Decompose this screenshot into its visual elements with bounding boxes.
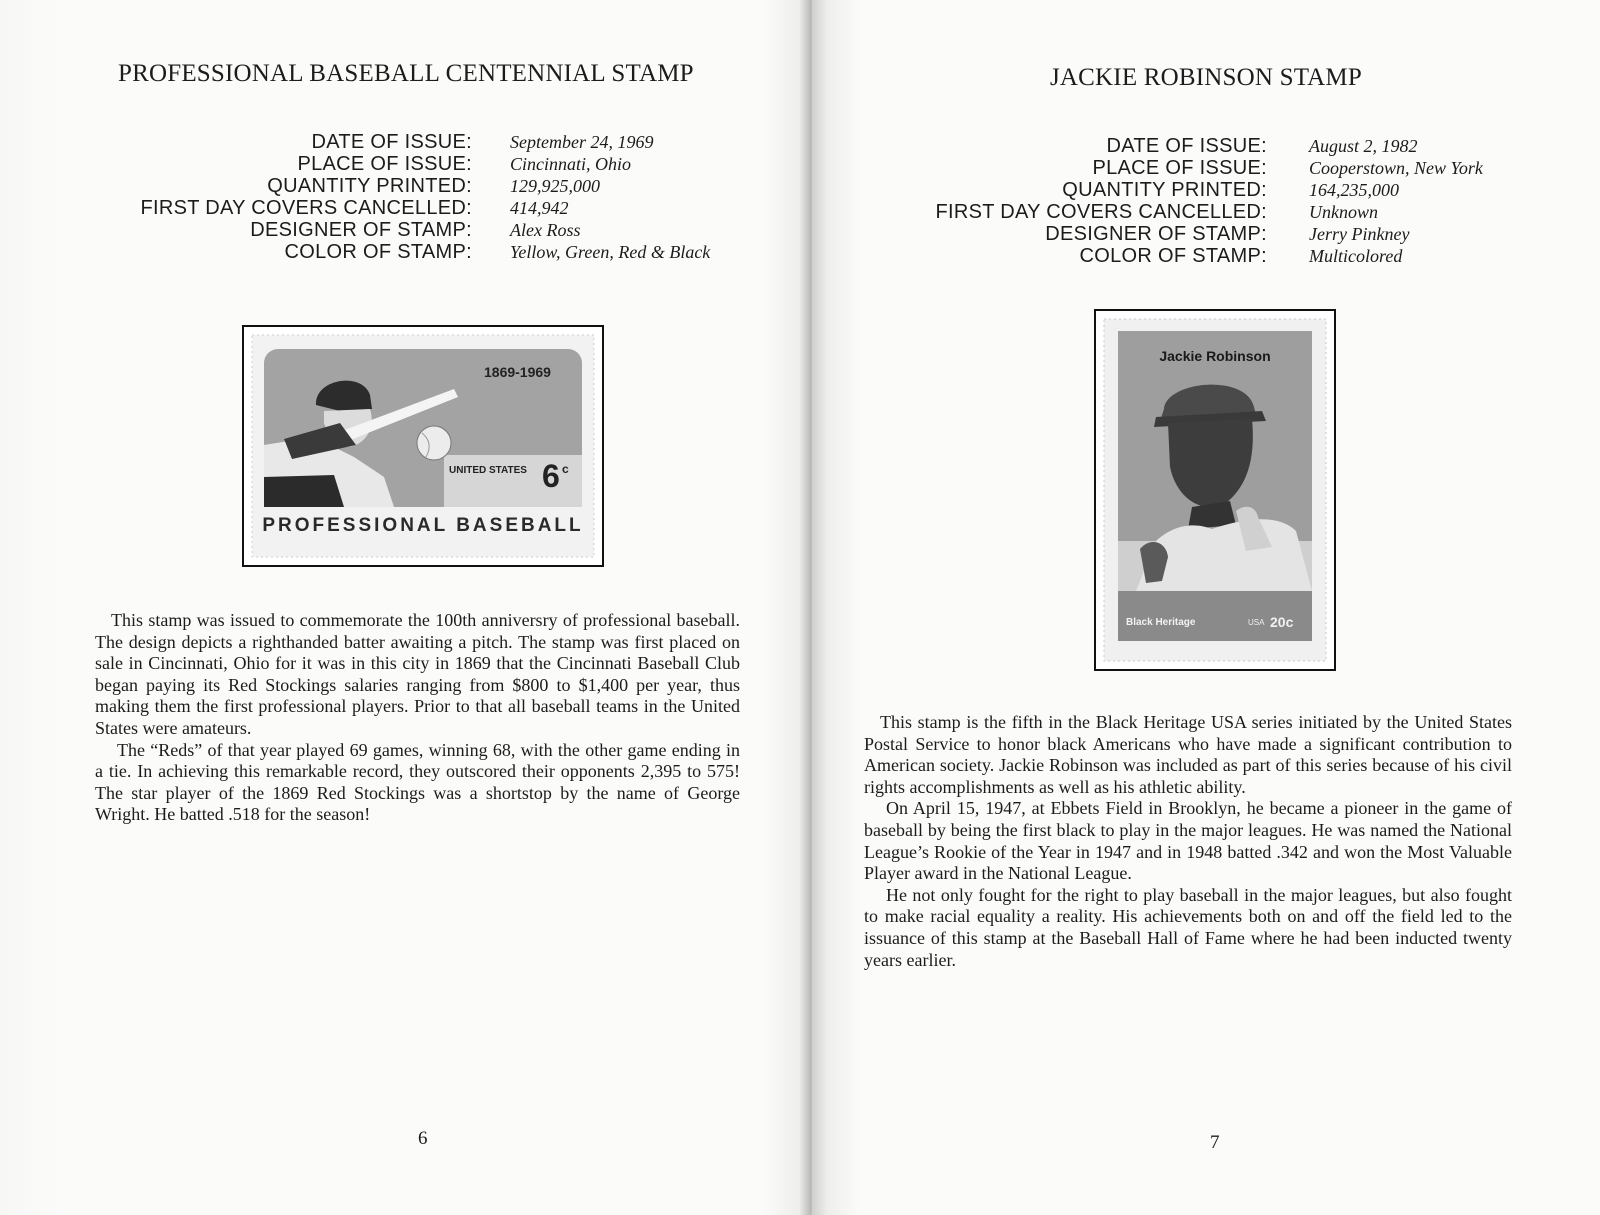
fact-value: Jerry Pinkney: [1309, 223, 1410, 244]
right-body-text: [864, 712, 1512, 971]
baseball-stamp-image: [244, 327, 602, 565]
stamp-years: 1869-1969: [484, 364, 551, 380]
fact-row: [110, 241, 710, 263]
fact-value: September 24, 1969: [510, 131, 654, 152]
fact-value: Unknown: [1309, 201, 1378, 222]
fact-value: Yellow, Green, Red & Black: [510, 241, 711, 262]
paragraph: The “Reds” of that year played 69 games, winning 68, with the other game ending in a tie. In achieving this remarkable record, they outscored their opponents 2,395 to 575! The star player of the 1869 Red Stockings was a shortstop by the name of George Wright. He batted .518 for the season!: [95, 739, 740, 825]
fact-row: [905, 245, 1483, 267]
fact-row: [905, 179, 1483, 201]
fact-row: [110, 219, 710, 241]
left-body-text: [95, 610, 740, 826]
fact-row: [905, 157, 1483, 179]
fact-row: [905, 223, 1483, 245]
stamp-caption: PROFESSIONAL BASEBALL: [262, 515, 584, 536]
fact-value: 164,235,000: [1309, 179, 1399, 200]
stamp-country: UNITED STATES: [449, 465, 527, 476]
fact-value: Multicolored: [1309, 245, 1403, 266]
jackie-robinson-stamp-frame: [1094, 309, 1336, 671]
fact-label: QUANTITY PRINTED:: [267, 174, 472, 197]
paragraph: On April 15, 1947, at Ebbets Field in Brooklyn, he became a pioneer in the game of baseball by being the first black to play in the major leagues. He was named the National League’s Rookie of the Year in 1947 and in 1948 batted .342 and won the Most Valuable Player award in the National League.: [864, 798, 1512, 884]
stamp-denomination: 6: [542, 458, 560, 494]
fact-value: 129,925,000: [510, 175, 600, 196]
fact-value: Alex Ross: [510, 219, 581, 240]
left-facts-table: [110, 131, 710, 263]
fact-label: QUANTITY PRINTED:: [1062, 178, 1267, 201]
paragraph: He not only fought for the right to play baseball in the major leagues, but also fought to make racial equality a reality. His achievements both on and off the field led to the issuance of this stamp at the Baseball Hall of Fame where he had been inducted twenty years earlier.: [864, 884, 1512, 970]
fact-row: [110, 197, 710, 219]
fact-row: [110, 153, 710, 175]
left-page-title: PROFESSIONAL BASEBALL CENTENNIAL STAMP: [118, 60, 694, 87]
right-facts-table: [905, 135, 1483, 267]
fact-label: COLOR OF STAMP:: [284, 240, 472, 263]
fact-row: [110, 131, 710, 153]
paragraph: This stamp is the fifth in the Black Heritage USA series initiated by the United States Postal Service to honor black Americans who have made a significant contribution to American society. Jackie Robinson was included as part of this series because of his civil rights accomplishments as well as his athletic ability.: [864, 712, 1512, 797]
right-page-title: JACKIE ROBINSON STAMP: [1050, 64, 1362, 91]
fact-value: Cooperstown, New York: [1309, 157, 1483, 178]
stamp-series: Black Heritage: [1126, 617, 1196, 628]
right-page: [812, 0, 1600, 1215]
fact-label: PLACE OF ISSUE:: [1092, 156, 1267, 179]
jackie-robinson-stamp-image: [1096, 311, 1334, 669]
page-number: 7: [1210, 1132, 1220, 1153]
fact-label: FIRST DAY COVERS CANCELLED:: [935, 200, 1267, 223]
fact-row: [905, 201, 1483, 223]
paragraph: This stamp was issued to commemorate the 100th anniversry of professional baseball. The design depicts a righthanded batter awaiting a pitch. The stamp was first placed on sale in Cincinnati, Ohio for it was in this city in 1869 that the Cincinnati Baseball Club began paying its Red Stockings salaries ranging from $800 to $1,400 per year, thus making them the first professional players. Prior to that all baseball teams in the United States were amateurs.: [95, 610, 740, 738]
fact-value: Cincinnati, Ohio: [510, 153, 631, 174]
baseball-stamp-frame: [242, 325, 604, 567]
fact-value: August 2, 1982: [1309, 135, 1418, 156]
fact-label: PLACE OF ISSUE:: [297, 152, 472, 175]
fact-label: FIRST DAY COVERS CANCELLED:: [140, 196, 472, 219]
fact-value: 414,942: [510, 197, 569, 218]
stamp-name: Jackie Robinson: [1159, 348, 1271, 364]
fact-label: DESIGNER OF STAMP:: [250, 218, 472, 241]
stamp-denomination: 20c: [1270, 614, 1294, 630]
stamp-usa: USA: [1248, 618, 1265, 627]
stamp-cents: c: [562, 462, 569, 476]
page-number: 6: [418, 1128, 428, 1149]
fact-label: COLOR OF STAMP:: [1079, 244, 1267, 267]
fact-row: [110, 175, 710, 197]
fact-label: DATE OF ISSUE:: [1106, 134, 1267, 157]
fact-label: DESIGNER OF STAMP:: [1045, 222, 1267, 245]
fact-label: DATE OF ISSUE:: [311, 130, 472, 153]
fact-row: [905, 135, 1483, 157]
